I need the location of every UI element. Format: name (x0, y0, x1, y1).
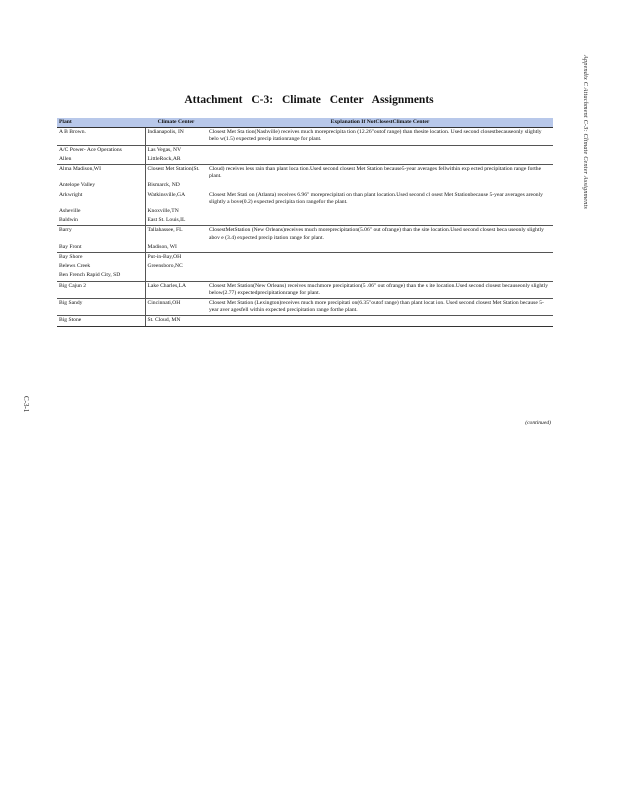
cell-plant: Asheville (59, 208, 81, 215)
cell-climate-center: Greensboro,NC (145, 262, 207, 271)
cell-explanation (207, 271, 553, 281)
cell-climate-center: East St. Louis,IL (145, 216, 207, 226)
side-header-text: Appendix C Attachment C-3: Climate Center Assignments (582, 55, 589, 210)
table-row (57, 316, 553, 326)
cell-climate-center: Put-in-Bay,OH (145, 253, 207, 263)
cell-climate-center: Cincinnati,OH (145, 299, 207, 316)
cell-plant: Big Stone (57, 316, 145, 326)
cell-climate-center: Madison, WI (145, 243, 207, 253)
table-row (57, 299, 553, 316)
page-title: Attachment C-3: Climate Center Assignments (184, 94, 434, 106)
table-row (57, 145, 553, 155)
cell-plant: A/C Power- Ace Operations (57, 145, 145, 155)
cell-climate-center: St. Cloud, MN (145, 316, 207, 326)
cell-climate-center: Knoxville,TN (145, 207, 207, 216)
header-plant: Plant (57, 118, 145, 128)
cell-explanation (207, 145, 553, 155)
header-climate-center: Climate Center (145, 118, 207, 128)
table-row (57, 262, 553, 271)
page-number (20, 396, 34, 426)
cell-plant: Belews Creek (59, 263, 91, 270)
cell-explanation (207, 316, 553, 326)
cell-plant: Alma Madison,WI (57, 165, 145, 182)
continued-note: (continued) (525, 420, 551, 426)
cell-climate-center: Tallahassee, FL (145, 226, 207, 243)
cell-explanation (207, 262, 553, 271)
cell-climate-center: Watkinsville,GA (145, 191, 207, 207)
cell-climate-center: Indianapolis, IN (145, 128, 207, 145)
cell-explanation (207, 207, 553, 216)
cell-explanation (207, 155, 553, 165)
side-header (575, 55, 595, 255)
table-row (57, 271, 553, 281)
header-explanation: Explanation If NotClosestClimate Center (207, 118, 553, 128)
table-row (57, 181, 553, 190)
table-row (57, 165, 553, 182)
cell-plant: Allen (59, 155, 72, 162)
table-row (57, 155, 553, 165)
cell-explanation: ClosestMetStation (New Orleans)receives much moreprecipitation(5.06" out ofrange) than the site location.Used second closest beca useonly slightly abov e (3.4) expected precip itation range for plant. (207, 226, 553, 243)
cell-climate-center: Lake Charles,LA (145, 281, 207, 298)
cell-explanation (207, 181, 553, 190)
cell-climate-center: Closest Met Station(St. (145, 165, 207, 182)
cell-explanation (207, 216, 553, 226)
table-row (57, 207, 553, 216)
cell-explanation: Closest Met Station(New Orleans) receives muchmore precipitation(5 .06" out ofrange) than the s ite location.Used second closest becauseonly slightly below(2.77) expectedprecipitationrange for plant. (207, 281, 553, 298)
cell-explanation: Closest Met Station (Lexington)receives much more precipitati on(6.35"outof range) than plant locat ion. Used second closest Met Station because 5-year aver agesfell within expected precipitation range forthe plant. (207, 299, 553, 316)
table-row (57, 243, 553, 253)
cell-plant: Antelope Valley (59, 182, 96, 189)
cell-climate-center: LittleRock,AR (145, 155, 207, 165)
cell-plant: Baldwin (59, 217, 78, 224)
table-row (57, 128, 553, 145)
cell-plant: Big Sandy (57, 299, 145, 316)
cell-plant: Bay Front (59, 243, 82, 250)
table-row (57, 253, 553, 263)
table-row (57, 226, 553, 243)
table-row (57, 281, 553, 298)
climate-center-table (57, 118, 553, 327)
table-body (57, 128, 553, 326)
cell-plant: A B Brown. (57, 128, 145, 145)
cell-plant: Arkwright (59, 191, 83, 198)
cell-explanation (207, 253, 553, 263)
cell-plant: Bay Shore (57, 253, 145, 263)
page-number-text: C-3-1 (22, 396, 30, 413)
cell-plant: Barry (57, 226, 145, 243)
cell-climate-center (145, 271, 207, 281)
cell-explanation: Cloud) receives less rain than plant loca tion.Used second closest Met Station because5-year averages fellwithin exp ected precipitation range forthe plant. (207, 165, 553, 182)
cell-explanation: Closest Met Stati on (Atlanta) receives 6.96" moreprecipitati on than plant location.Used second cl osest Met Stationbecause 5-year averages areonly slightly a bove(0.2) expected precipita tion rangefor the plant. (209, 191, 543, 205)
cell-explanation (207, 243, 553, 253)
table-header-row (57, 118, 553, 128)
cell-plant: Ben French Rapid City, SD (59, 272, 121, 279)
cell-climate-center: Bismarck, ND (145, 181, 207, 190)
table-row (57, 191, 553, 207)
table-row (57, 216, 553, 226)
cell-climate-center: Las Vegas, NV (145, 145, 207, 155)
cell-explanation: Closest Met Sta tion(Nashville) receives much moreprecipita tion (12.26"outof range) than thesite location. Used second closestbecauseonly slightly belo w(1.5) expected precip itationrange for plant. (207, 128, 553, 145)
cell-plant: Big Cajun 2 (57, 281, 145, 298)
